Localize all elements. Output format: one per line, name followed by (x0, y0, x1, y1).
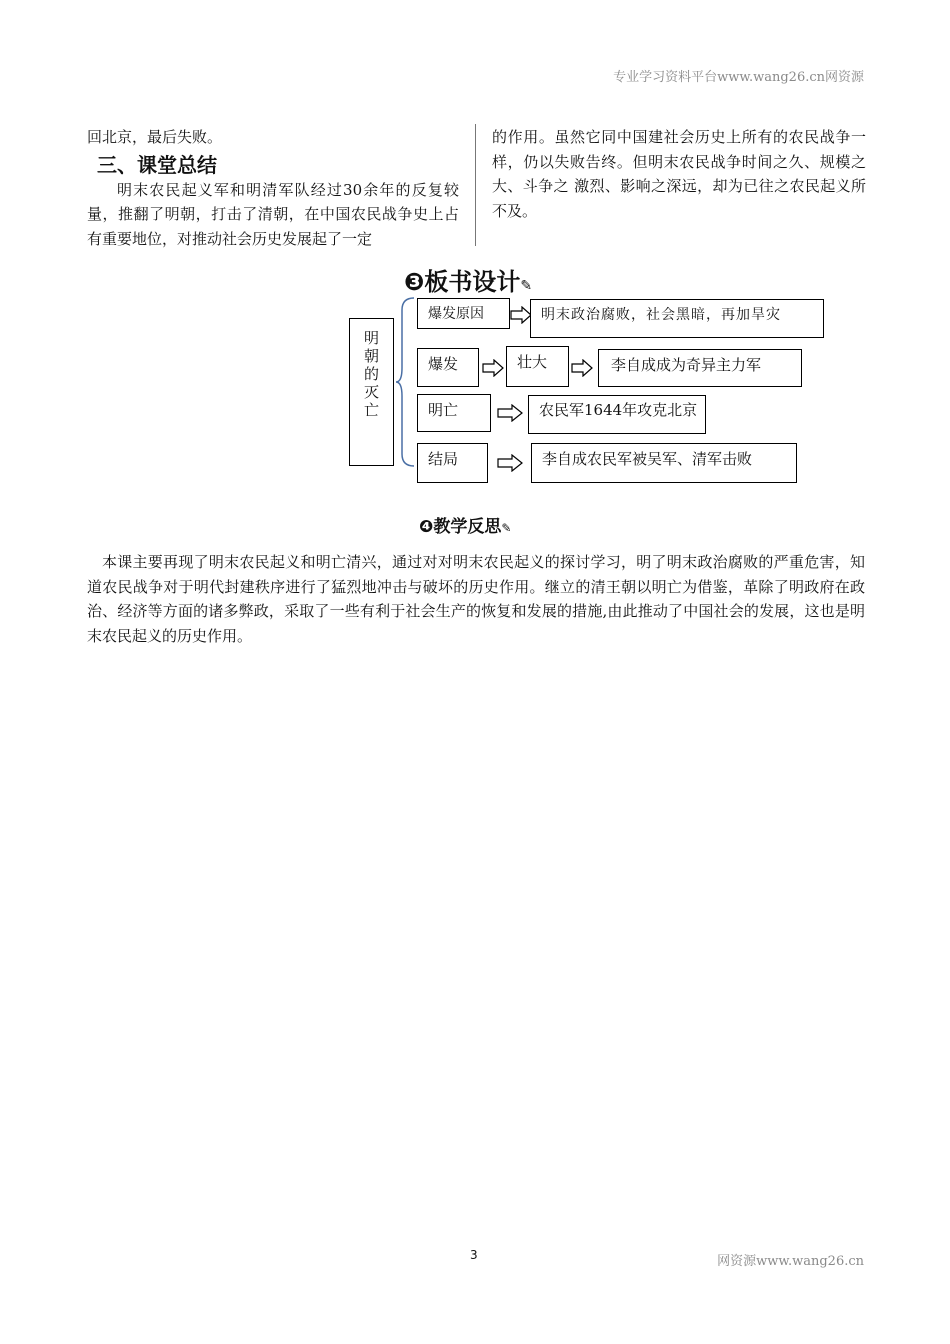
row-2-result-box: 李自成成为奇异主力军 (598, 349, 802, 387)
left-line-1: 回北京，最后失败。 (87, 128, 223, 146)
row-3-result-box: 农民军1644年攻克北京 (528, 395, 706, 434)
summary-paragraph-left: 明末农民起义军和明清军队经过30余年的反复较量，推翻了明朝，打击了清朝，在中国农民战争史上占有重要地位，对推动社会历史发展起了一定 (87, 180, 459, 248)
arrow-right-icon (497, 404, 523, 422)
row-1-label-box: 爆发原因 (417, 298, 510, 329)
summary-paragraph-right: 的作用。虽然它同中国建社会历史上所有的农民战争一样，仍以失败告终。但明末农民战争时间之久、规模之大、斗争之 激烈、影响之深远，却为已往之农民起义所不及。 (492, 128, 866, 220)
row-4-result-box: 李自成农民军被吴军、清军击败 (531, 443, 797, 483)
pen-icon: ✎ (501, 521, 512, 535)
reflection-paragraph: 本课主要再现了明末农民起义和明亡清兴，通过对对明末农民起义的探讨学习，明了明末政治腐败的严重危害，知道农民战争对于明代封建秩序进行了猛烈地冲击与破坏的历史作用。继立的清王朝以明亡为借鉴，革除了明政府在政治、经济等方面的诸多弊政，采取了一些有利于社会生产的恢复和发展的措施,由此推动了中国社会的发展，这也是明末农民起义的历史作用。 (87, 553, 865, 645)
left-column (87, 125, 459, 251)
reflection-title (419, 512, 511, 537)
row-2-middle-box: 壮大 (506, 346, 569, 387)
arrow-right-icon (497, 454, 523, 472)
reflection-title-text: ❹教学反思 (419, 517, 502, 537)
watermark-bottom: 网资源www.wang26.cn (717, 1254, 864, 1269)
page-number: 3 (470, 1248, 478, 1262)
summary-heading: 三、课堂总结 (97, 152, 217, 177)
board-design-title-text: ❸板书设计 (404, 268, 521, 296)
row-1-result-box: 明末政治腐败，社会黑暗，再加旱灾 (530, 299, 824, 338)
arrow-right-icon (510, 306, 532, 324)
main-topic-label: 明朝的灭亡 (363, 329, 379, 419)
main-topic-box (349, 318, 394, 466)
board-design-title (404, 262, 532, 297)
row-3-label-box: 明亡 (417, 394, 491, 432)
watermark-top: 专业学习资料平台www.wang26.cn网资源 (613, 70, 864, 85)
row-2-label-box: 爆发 (417, 348, 479, 387)
pen-icon: ✎ (520, 278, 533, 294)
arrow-right-icon (482, 359, 504, 377)
column-divider (475, 124, 476, 246)
row-4-label-box: 结局 (417, 443, 488, 483)
arrow-right-icon (571, 359, 593, 377)
brace-icon (394, 296, 416, 468)
